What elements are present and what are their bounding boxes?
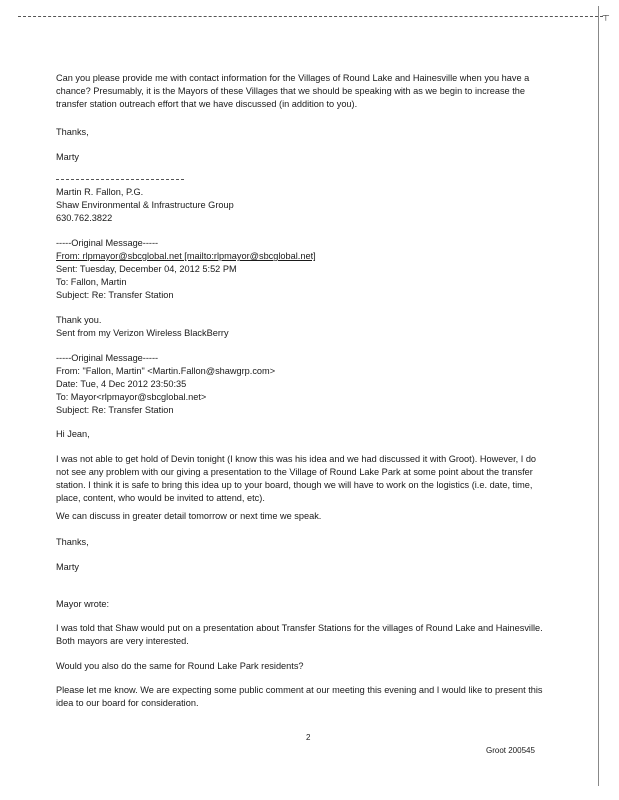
body-line: Please let me know. We are expecting some public comment at our meeting this evening and I would like to present this — [56, 685, 543, 695]
from-line: From: "Fallon, Martin" <Martin.Fallon@shawgrp.com> — [56, 366, 276, 376]
body-line: We can discuss in greater detail tomorrow or next time we speak. — [56, 511, 322, 521]
to-line: To: Mayor<rlpmayor@sbcglobal.net> — [56, 392, 207, 402]
body-line: Thanks, — [56, 537, 89, 547]
body-line: station. I think it is safe to bring this idea up to your board, though we will have to work on the logistics (i.e. date, time, — [56, 480, 533, 490]
body-line: Can you please provide me with contact information for the Villages of Round Lake and Hainesville when you have a — [56, 73, 530, 83]
scan-right-border — [598, 6, 599, 786]
signature-name: Martin R. Fallon, P.G. — [56, 187, 144, 197]
to-line: To: Fallon, Martin — [56, 277, 127, 287]
signature-phone: 630.762.3822 — [56, 213, 113, 223]
page-number: 2 — [306, 733, 311, 742]
subject-line: Subject: Re: Transfer Station — [56, 290, 174, 300]
body-line: Mayor wrote: — [56, 599, 110, 609]
body-line: Thanks, — [56, 127, 89, 137]
body-line: Both mayors are very interested. — [56, 636, 189, 646]
body-line: Marty — [56, 562, 79, 572]
body-line: Would you also do the same for Round Lake Park residents? — [56, 661, 304, 671]
original-message-header: -----Original Message----- — [56, 353, 159, 363]
date-line: Date: Tue, 4 Dec 2012 23:50:35 — [56, 379, 187, 389]
body-line: Hi Jean, — [56, 429, 90, 439]
body-line: chance? Presumably, it is the Mayors of these Villages that we should be speaking with as we begin to increase the — [56, 86, 525, 96]
body-line: Sent from my Verizon Wireless BlackBerry — [56, 328, 229, 338]
scan-top-border — [18, 16, 603, 17]
body-line: place, content, who would be invited to attend, etc). — [56, 493, 265, 503]
body-line: I was not able to get hold of Devin tonight (I know this was his idea and we had discussed it with Groot). However, I do — [56, 454, 537, 464]
scan-corner-mark: ┬ — [602, 10, 609, 20]
bates-number: Groot 200545 — [486, 746, 535, 755]
body-line: Thank you. — [56, 315, 102, 325]
body-line: idea to our board for consideration. — [56, 698, 199, 708]
body-line: not see any problem with our giving a presentation to the Village of Round Lake Park at some point about the transfer — [56, 467, 533, 477]
signature-company: Shaw Environmental & Infrastructure Group — [56, 200, 234, 210]
original-message-header: -----Original Message----- — [56, 238, 159, 248]
subject-line: Subject: Re: Transfer Station — [56, 405, 174, 415]
sent-line: Sent: Tuesday, December 04, 2012 5:52 PM — [56, 264, 237, 274]
body-line: Marty — [56, 152, 79, 162]
from-line-link[interactable]: From: rlpmayor@sbcglobal.net [mailto:rlpmayor@sbcglobal.net] — [56, 251, 316, 261]
body-line: I was told that Shaw would put on a presentation about Transfer Stations for the villages of Round Lake and Hainesville. — [56, 623, 543, 633]
body-line: transfer station outreach effort that we have discussed (in addition to you). — [56, 99, 358, 109]
signature-divider — [56, 179, 184, 180]
